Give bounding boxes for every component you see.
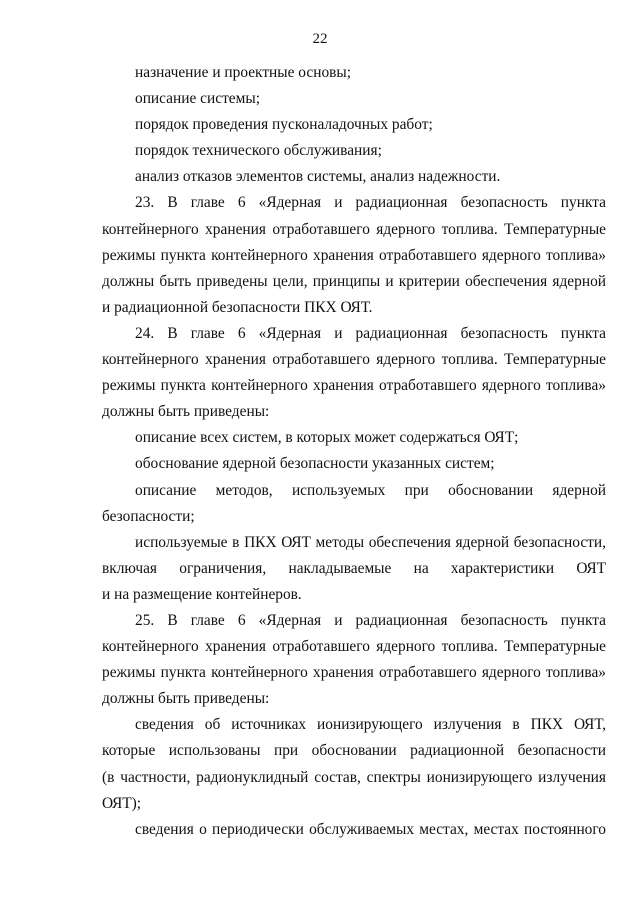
text-line: (в частности, радионуклидный состав, спектры ионизирующего излучения	[102, 768, 606, 786]
text-line: порядок технического обслуживания;	[135, 142, 382, 160]
text-line: описание системы;	[135, 90, 260, 108]
text-line: включая ограничения, накладываемые на характеристики ОЯТ	[102, 559, 606, 577]
text-line: режимы пункта контейнерного хранения отработавшего ядерного топлива»	[102, 664, 606, 682]
text-line: 23. В главе 6 «Ядерная и радиационная безопасность пункта	[135, 194, 606, 212]
text-line: сведения об источниках ионизирующего излучения в ПКХ ОЯТ,	[135, 716, 606, 734]
text-line: должны быть приведены:	[102, 690, 270, 708]
text-line: контейнерного хранения отработавшего ядерного топлива. Температурные	[102, 220, 606, 238]
text-line: должны быть приведены цели, принципы и критерии обеспечения ядерной	[102, 272, 606, 290]
text-line: обоснование ядерной безопасности указанных систем;	[135, 455, 495, 473]
text-line: сведения о периодически обслуживаемых местах, местах постоянного	[135, 820, 606, 838]
text-line: контейнерного хранения отработавшего ядерного топлива. Температурные	[102, 351, 606, 369]
text-line: должны быть приведены:	[102, 403, 270, 421]
text-line: используемые в ПКХ ОЯТ методы обеспечения ядерной безопасности,	[135, 533, 606, 551]
text-line: и радиационной безопасности ПКХ ОЯТ.	[102, 298, 373, 316]
text-line: которые использованы при обосновании радиационной безопасности	[102, 742, 606, 760]
text-line: режимы пункта контейнерного хранения отработавшего ядерного топлива»	[102, 377, 606, 395]
text-line: назначение и проектные основы;	[135, 64, 352, 81]
text-line: порядок проведения пусконаладочных работ;	[135, 116, 433, 134]
text-line: 24. В главе 6 «Ядерная и радиационная безопасность пункта	[135, 324, 606, 342]
page-number: 22	[312, 31, 328, 47]
text-line: 25. В главе 6 «Ядерная и радиационная безопасность пункта	[135, 611, 606, 629]
text-line: описание всех систем, в которых может содержаться ОЯТ;	[135, 429, 519, 447]
text-line: и на размещение контейнеров.	[102, 585, 302, 603]
text-line: описание методов, используемых при обосновании ядерной	[135, 481, 606, 499]
text-line: ОЯТ);	[102, 794, 142, 812]
text-line: анализ отказов элементов системы, анализ надежности.	[135, 168, 501, 186]
text-line: режимы пункта контейнерного хранения отработавшего ядерного топлива»	[102, 246, 606, 264]
document-body	[102, 60, 606, 843]
text-line: контейнерного хранения отработавшего ядерного топлива. Температурные	[102, 638, 606, 656]
text-line: безопасности;	[102, 507, 195, 525]
